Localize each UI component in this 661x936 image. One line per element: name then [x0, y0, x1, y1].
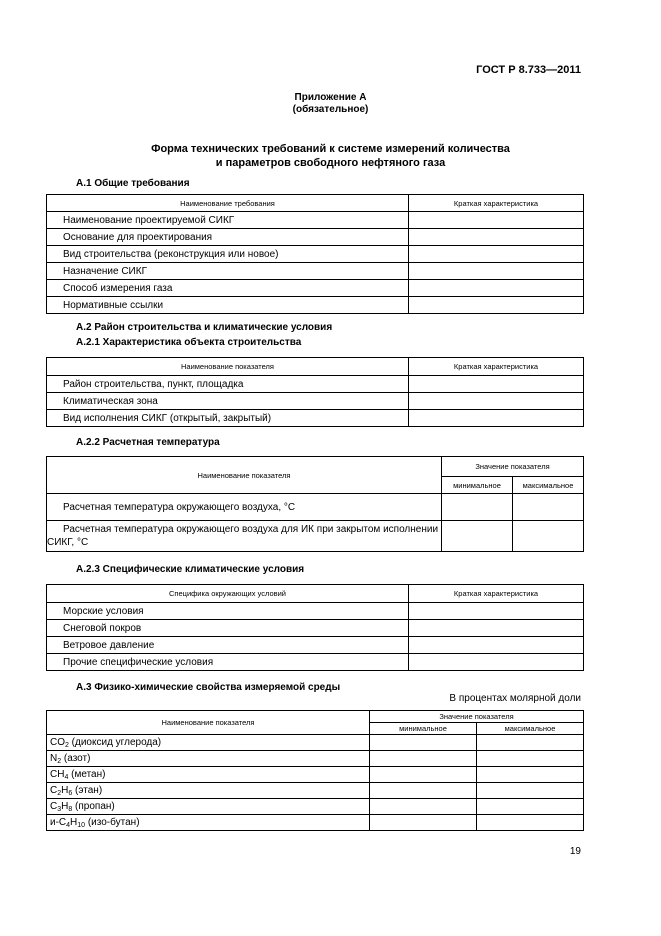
table-a22-header-row — [47, 457, 584, 477]
table-row — [47, 799, 584, 815]
max-value-cell[interactable] — [477, 735, 584, 751]
value-cell[interactable] — [409, 297, 584, 314]
section-a22-heading: А.2.2 Расчетная температура — [76, 437, 220, 448]
table-row — [47, 212, 584, 229]
table-a23 — [46, 584, 584, 671]
appendix-title: Приложение А — [294, 92, 367, 103]
table-row — [47, 751, 584, 767]
units-note: В процентах молярной доли — [449, 693, 581, 704]
table-a3-col-group: Значение показателя — [370, 711, 584, 723]
section-a23-heading: А.2.3 Специфические климатические условия — [76, 564, 305, 575]
table-a3-col-max: максимальное — [477, 723, 584, 735]
appendix-subtitle: (обязательное) — [292, 104, 369, 115]
row-label: $C_3H_8$ (пропан) — [47, 799, 370, 815]
table-row — [47, 280, 584, 297]
table-a21-col-name: Наименование показателя — [47, 358, 409, 376]
max-value-cell[interactable] — [477, 751, 584, 767]
appendix-heading — [0, 92, 661, 116]
table-a3-header-row — [47, 711, 584, 723]
table-a21 — [46, 357, 584, 427]
max-value-cell[interactable] — [477, 815, 584, 831]
min-value-cell[interactable] — [370, 735, 477, 751]
value-cell[interactable] — [409, 603, 584, 620]
value-cell[interactable] — [409, 263, 584, 280]
max-value-cell[interactable] — [513, 494, 584, 521]
value-cell[interactable] — [409, 212, 584, 229]
max-value-cell[interactable] — [513, 521, 584, 552]
min-value-cell[interactable] — [442, 494, 513, 521]
value-cell[interactable] — [409, 393, 584, 410]
table-row — [47, 620, 584, 637]
table-row — [47, 297, 584, 314]
table-a23-col-desc: Краткая характеристика — [409, 585, 584, 603]
table-row — [47, 521, 584, 552]
row-label: Район строительства, пункт, площадка — [47, 376, 409, 393]
row-label: Вид строительства (реконструкция или новое) — [47, 246, 409, 263]
row-label: Прочие специфические условия — [47, 654, 409, 671]
table-row — [47, 229, 584, 246]
row-label: $CH_4$ (метан) — [47, 767, 370, 783]
table-row — [47, 393, 584, 410]
section-a21-heading: А.2.1 Характеристика объекта строительства — [76, 337, 302, 348]
max-value-cell[interactable] — [477, 767, 584, 783]
min-value-cell[interactable] — [370, 799, 477, 815]
form-title-line-1: Форма технических требований к системе измерений количества — [151, 143, 510, 155]
value-cell[interactable] — [409, 280, 584, 297]
value-cell[interactable] — [409, 376, 584, 393]
table-a23-col-name: Специфика окружающих условий — [47, 585, 409, 603]
row-label: Наименование проектируемой СИКГ — [47, 212, 409, 229]
table-a1-col-name: Наименование требования — [47, 195, 409, 212]
row-label: Назначение СИКГ — [47, 263, 409, 280]
min-value-cell[interactable] — [370, 783, 477, 799]
section-a3-heading: А.3 Физико-химические свойства измеряемой среды — [76, 682, 341, 693]
min-value-cell[interactable] — [370, 815, 477, 831]
table-a1-col-desc: Краткая характеристика — [409, 195, 584, 212]
row-label: Основание для проектирования — [47, 229, 409, 246]
value-cell[interactable] — [409, 229, 584, 246]
value-cell[interactable] — [409, 637, 584, 654]
form-title-line-2: и параметров свободного нефтяного газа — [215, 157, 446, 169]
value-cell[interactable] — [409, 620, 584, 637]
min-value-cell[interactable] — [442, 521, 513, 552]
table-row — [47, 637, 584, 654]
table-a1-header-row — [47, 195, 584, 212]
table-a22-col-min: минимальное — [442, 477, 513, 494]
table-row — [47, 494, 584, 521]
table-row — [47, 815, 584, 831]
table-a21-col-desc: Краткая характеристика — [409, 358, 584, 376]
table-row — [47, 735, 584, 751]
section-a1-heading: А.1 Общие требования — [76, 178, 190, 189]
value-cell[interactable] — [409, 410, 584, 427]
min-value-cell[interactable] — [370, 767, 477, 783]
value-cell[interactable] — [409, 246, 584, 263]
standard-header: ГОСТ Р 8.733—2011 — [476, 64, 581, 76]
max-value-cell[interactable] — [477, 783, 584, 799]
row-label: Морские условия — [47, 603, 409, 620]
row-label: Расчетная температура окружающего воздуха, °С — [47, 494, 442, 521]
form-title — [0, 142, 661, 170]
row-label: $C_2H_6$ (этан) — [47, 783, 370, 799]
table-row — [47, 654, 584, 671]
row-label: Расчетная температура окружающего воздуха для ИК при закрытом исполнении СИКГ, °С — [47, 521, 442, 552]
table-row — [47, 603, 584, 620]
row-label: $CO_2$ (диоксид углерода) — [47, 735, 370, 751]
table-row — [47, 767, 584, 783]
table-a3 — [46, 710, 584, 831]
page-number: 19 — [569, 846, 581, 857]
table-row — [47, 783, 584, 799]
table-a1 — [46, 194, 584, 314]
table-a22 — [46, 456, 584, 552]
table-a22-col-group: Значение показателя — [442, 457, 584, 477]
row-label: Нормативные ссылки — [47, 297, 409, 314]
value-cell[interactable] — [409, 654, 584, 671]
row-label: Способ измерения газа — [47, 280, 409, 297]
min-value-cell[interactable] — [370, 751, 477, 767]
row-label: $и-C_4H_{10}$ (изо-бутан) — [47, 815, 370, 831]
table-row — [47, 376, 584, 393]
row-label: $N_2$ (азот) — [47, 751, 370, 767]
table-a21-header-row — [47, 358, 584, 376]
row-label: Снеговой покров — [47, 620, 409, 637]
section-a2-heading: А.2 Район строительства и климатические условия — [76, 322, 333, 333]
row-label: Климатическая зона — [47, 393, 409, 410]
table-a23-header-row — [47, 585, 584, 603]
table-a22-col-name: Наименование показателя — [47, 457, 442, 494]
table-row — [47, 246, 584, 263]
row-label: Вид исполнения СИКГ (открытый, закрытый) — [47, 410, 409, 427]
table-row — [47, 263, 584, 280]
table-row — [47, 410, 584, 427]
table-a22-col-max: максимальное — [513, 477, 584, 494]
table-a3-col-name: Наименование показателя — [47, 711, 370, 735]
max-value-cell[interactable] — [477, 799, 584, 815]
table-a3-col-min: минимальное — [370, 723, 477, 735]
row-label: Ветровое давление — [47, 637, 409, 654]
